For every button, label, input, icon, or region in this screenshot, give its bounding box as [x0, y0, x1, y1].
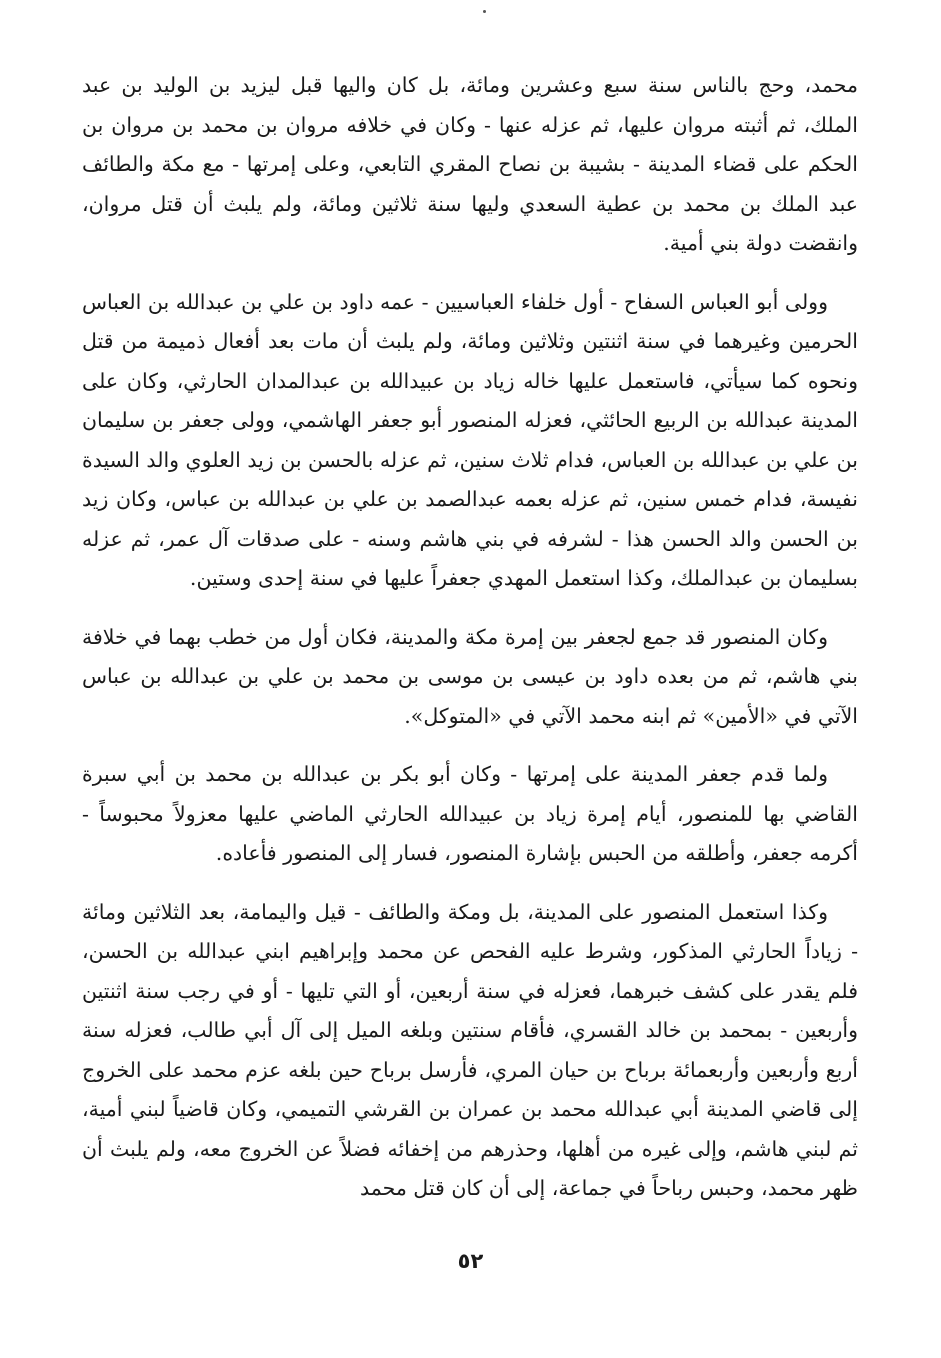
paragraph-3: وكان المنصور قد جمع لجعفر بين إمرة مكة والمدينة، فكان أول من خطب بهما في خلافة بني هاشم، ثم من بعده داود بن عيسى بن موسى بن محمد بن علي بن عبدالله بن عباس الآتي في «الأمين» ثم ابنه محمد الآتي في «المتوكل». — [82, 624, 858, 728]
paragraph-2: وولى أبو العباس السفاح - أول خلفاء العباسيين - عمه داود بن علي بن عبدالله بن العباس الحرمين وغيرهما في سنة اثنتين وثلاثين ومائة، ولم يلبث أن مات بعد أفعال ذميمة من قتل ونحوه كما سيأتي، فاستعمل عليها خاله زياد بن عبيدالله بن عبدالمدان الحارثي، وكان على المدينة عبدالله بن الربيع الحائثي، فعزله المنصور أبو جعفر الهاشمي، وولى جعفر بن سليمان بن علي بن عبدالله بن العباس، فدام ثلاث سنين، ثم عزله بالحسن بن زيد العلوي والد السيدة نفيسة، فدام خمس سنين، ثم عزله بعمه عبدالصمد بن علي بن عبدالله بن عباس، وكان زيد بن الحسن والد الحسن هذا - لشرفه في بني هاشم وسنه - على صدقات آل عمر، ثم عزله بسليمان بن عبدالملك، وكذا استعمل المهدي جعفراً عليها في سنة إحدى وستين. — [82, 289, 858, 590]
paragraph-1: محمد، وحج بالناس سنة سبع وعشرين ومائة، بل كان واليها قبل ليزيد بن الوليد بن عبد الملك، ثم أثبته مروان عليها، ثم عزله عنها - وكان في خلافه مروان بن محمد بن مروان بن الحكم على قضاء المدينة - بشيبة بن نصاح المقري التابعي، وعلى إمرتها - مع مكة والطائف عبد الملك بن محمد بن عطية السعدي وليها سنة ثلاثين ومائة، ولم يلبث أن قتل مروان، وانقضت دولة بني أمية. — [82, 73, 858, 255]
paragraph-5: وكذا استعمل المنصور على المدينة، بل ومكة والطائف - قيل واليمامة، بعد الثلاثين ومائة - زياداً الحارثي المذكور، وشرط عليه الفحص عن محمد وإبراهيم ابني عبدالله بن الحسن، فلم يقدر على كشف خبرهما، فعزله في سنة أربعين، أو التي تليها - أو في رجب سنة اثنتين وأربعين - بمحمد بن خالد القسري، فأقام سنتين وبلغه الميل إلى آل أبي طالب، فعزله سنة أربع وأربعين وأربعمائة برباح بن حيان المري، فأرسل برباح حين بلغه عزم محمد على الخروج إلى قاضي المدينة أبي عبدالله محمد بن عمران بن القرشي التميمي، وكان قاضياً لبني أمية، ثم لبني هاشم، وإلى غيره من أهلها، وحذرهم من إخفائه فضلاً عن الخروج معه، ولم يلبث أن ظهر محمد، وحبس رباحاً في جماعة، إلى أن كان قتل محمد — [82, 899, 858, 1200]
paragraph-4: ولما قدم جعفر المدينة على إمرتها - وكان أبو بكر بن عبدالله بن محمد بن أبي سبرة القاضي بها للمنصور، أيام إمرة زياد بن عبيدالله الحارثي الماضي عليها معزولاً محبوساً - أكرمه جعفر، وأطلقه من الحبس بإشارة المنصور، فسار إلى المنصور فأعاده. — [82, 762, 858, 865]
scan-dot — [483, 10, 486, 13]
page-number: ٥٢ — [457, 1249, 484, 1273]
page-body — [82, 66, 858, 1209]
